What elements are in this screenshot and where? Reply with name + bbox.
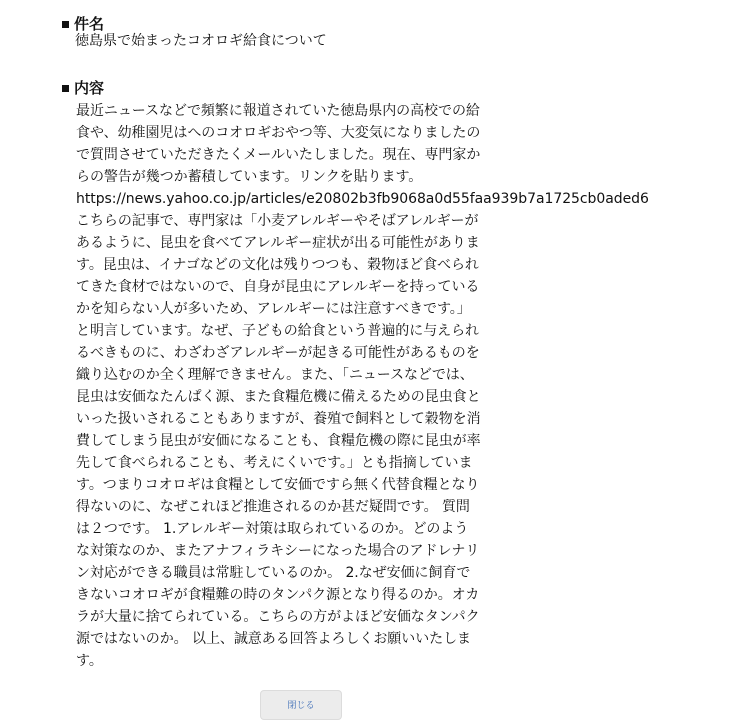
content-line: な対策なのか、またアナフィラキシーになった場合のアドレナリ (76, 543, 480, 559)
subject-heading: 件名 (74, 15, 105, 33)
content-body (76, 100, 649, 672)
content-line: 食や、幼稚園児はへのコオロギおやつ等、大変気になりましたの (76, 125, 481, 141)
content-line: るべきものに、わざわざアレルギーが起きる可能性があるものを (76, 345, 480, 361)
content-line: いった扱いされることもありますが、養殖で飼料として穀物を消 (76, 411, 481, 427)
bullet-square-icon (62, 85, 69, 92)
content-line: 先して食べられることも、考えにくいです。」とも指摘していま (76, 455, 473, 471)
content-line: ン対応ができる職員は常駐しているのか。 2.なぜ安価に飼育で (76, 565, 471, 581)
content-line: 源ではないのか。 以上、誠意ある回答よろしくお願いいたしま (76, 631, 471, 647)
subject-value: 徳島県で始まったコオロギ給食について (75, 33, 327, 49)
content-header (62, 78, 104, 98)
content-heading: 内容 (74, 79, 105, 97)
content-line: ラが大量に捨てられている。こちらの方がよほど安価なタンパク (76, 609, 480, 625)
content-line: で質問させていただきたくメールいたしました。現在、専門家か (76, 147, 481, 163)
bullet-square-icon (62, 21, 69, 28)
content-line: は２つです。 1.アレルギー対策は取られているのか。どのよう (76, 521, 469, 537)
article-link: https://news.yahoo.co.jp/articles/e20802b3fb9068a0d55faa939b7a1725cb0aded6 (76, 191, 649, 207)
content-line: 昆虫は安価なたんぱく源、また食糧危機に備えるための昆虫食と (76, 389, 481, 405)
close-button[interactable]: 閉じる (260, 690, 342, 720)
content-line: きないコオロギが食糧難の時のタンパク源となり得るのか。オカ (76, 587, 480, 603)
content-line: す。 (76, 653, 103, 669)
content-line: あるように、昆虫を食べてアレルギー症状が出る可能性がありま (76, 235, 480, 251)
content-line: す。つまりコオロギは食糧として安価ですら無く代替食糧となり (76, 477, 480, 493)
content-line: 織り込むのか全く理解できません。また、「ニュースなどでは、 (76, 367, 474, 383)
content-line: こちらの記事で、専門家は「小麦アレルギーやそばアレルギーが (76, 213, 479, 229)
content-line: てきた食材ではないので、自身が昆虫にアレルギーを持っている (76, 279, 480, 295)
content-line: す。昆虫は、イナゴなどの文化は残りつつも、穀物ほど食べられ (76, 257, 479, 273)
content-line: 最近ニュースなどで頻繁に報道されていた徳島県内の高校での給 (76, 103, 480, 119)
content-line: らの警告が幾つか蓄積しています。リンクを貼ります。 (76, 169, 423, 185)
content-section (62, 78, 104, 98)
content-line: と明言しています。なぜ、子どもの給食という普遍的に与えられ (76, 323, 480, 339)
content-line: 得ないのに、なぜこれほど推進されるのか甚だ疑問です。 質問 (76, 499, 470, 515)
content-line: 費してしまう昆虫が安価になることも、食糧危機の際に昆虫が率 (76, 433, 481, 449)
subject-section (62, 14, 327, 49)
content-line: かを知らない人が多いため、アレルギーには注意すべきです。」 (76, 301, 471, 317)
